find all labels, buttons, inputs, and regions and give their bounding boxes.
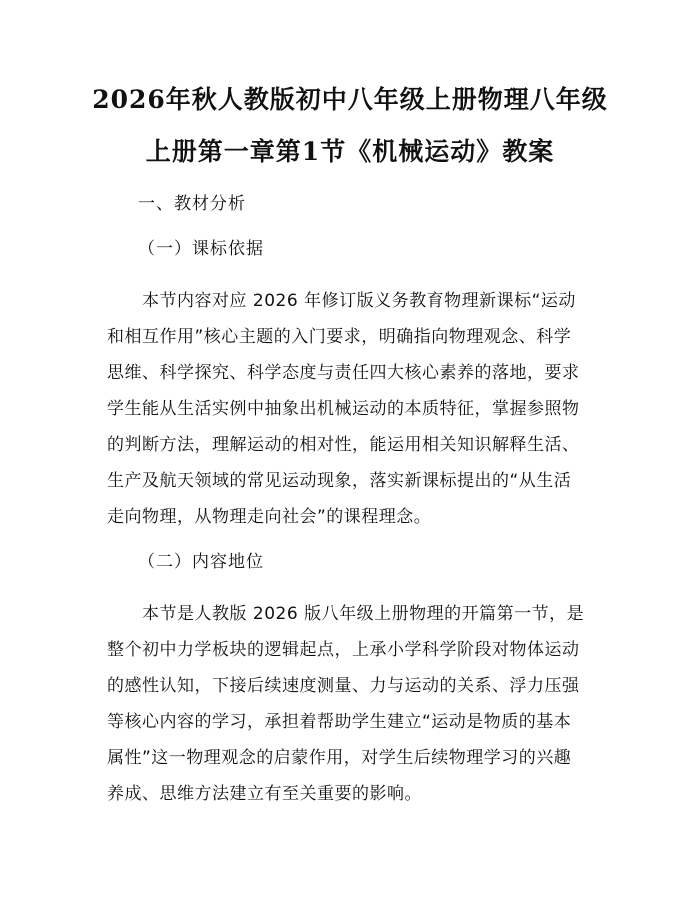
paragraph-curriculum-basis: [107, 283, 595, 535]
paragraph-line: 学生能从生活实例中抽象出机械运动的本质特征，掌握参照物: [107, 399, 580, 419]
subsection-heading-curriculum-basis: （一）课标依据: [138, 239, 264, 259]
paragraph-line: 本节内容对应 2026 年修订版义务教育物理新课标“运动: [107, 291, 576, 311]
paragraph-line: 生产及航天领域的常见运动现象，落实新课标提出的“从生活: [107, 471, 572, 491]
paragraph-line: 的判断方法，理解运动的相对性，能运用相关知识解释生活、: [107, 435, 580, 455]
paragraph-line: 走向物理，从物理走向社会”的课程理念。: [107, 507, 432, 527]
paragraph-line: 养成、思维方法建立有至关重要的影响。: [107, 784, 422, 804]
section-heading-textbook-analysis: 一、教材分析: [138, 194, 246, 214]
paragraph-content-position: [107, 596, 595, 812]
document-title-line-1: 2026年秋人教版初中八年级上册物理八年级: [92, 85, 608, 114]
paragraph-line: 等核心内容的学习，承担着帮助学生建立“运动是物质的基本: [107, 712, 572, 732]
subsection-heading-content-position: （二）内容地位: [138, 552, 264, 572]
paragraph-line: 的感性认知，下接后续速度测量、力与运动的关系、浮力压强: [107, 676, 580, 696]
document-title-line-2: 上册第一章第1节《机械运动》教案: [145, 137, 555, 166]
paragraph-line: 思维、科学探究、科学态度与责任四大核心素养的落地，要求: [107, 363, 580, 383]
paragraph-line: 属性”这一物理观念的启蒙作用，对学生后续物理学习的兴趣: [107, 748, 572, 768]
paragraph-line: 整个初中力学板块的逻辑起点，上承小学科学阶段对物体运动: [107, 640, 580, 660]
paragraph-line: 本节是人教版 2026 版八年级上册物理的开篇第一节，是: [107, 604, 585, 624]
paragraph-line: 和相互作用”核心主题的入门要求，明确指向物理观念、科学: [107, 327, 572, 347]
